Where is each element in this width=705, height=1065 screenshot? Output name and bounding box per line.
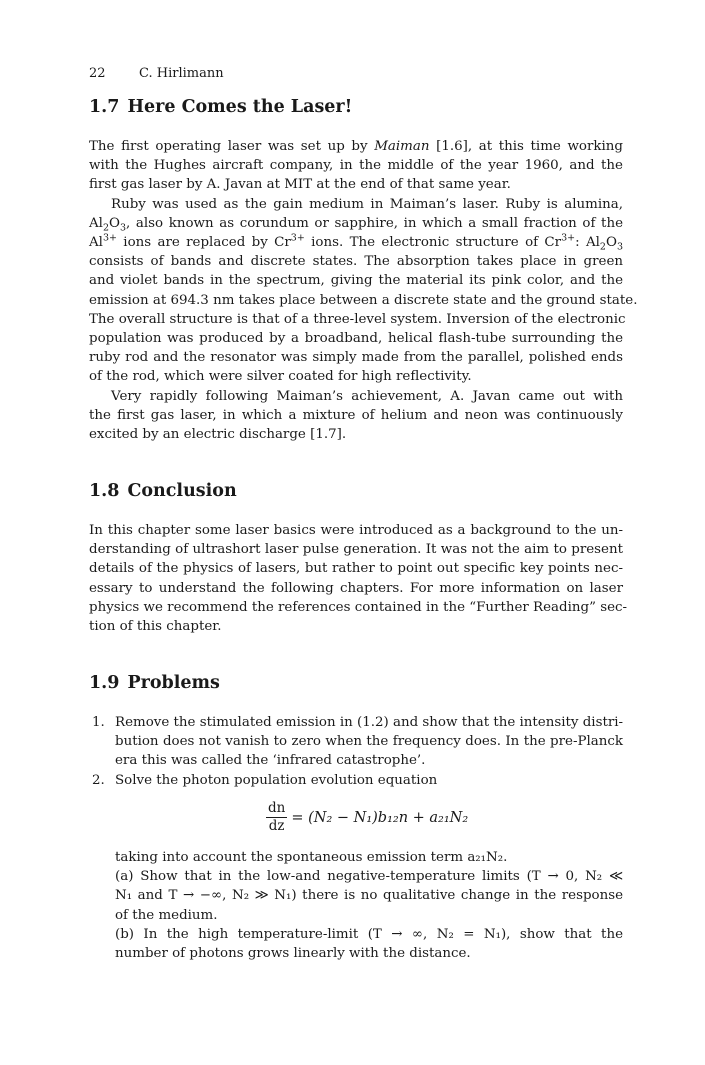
section-heading-1-9: [89, 672, 220, 694]
problem-item-2-intro: [115, 771, 623, 790]
text-line: number of photons grows linearly with the distance.: [115, 945, 471, 961]
section-heading-1-8: [89, 480, 237, 502]
paragraph-maiman: [89, 137, 623, 195]
section-title: Problems: [127, 673, 220, 693]
text-line: $Al^{3+}$ ions are replaced by $Cr^{3+}$ ions. The electronic structure of $Cr^{3+}$: $Al_2O_3$: [89, 232, 623, 253]
text-line: first gas laser by A. Javan at MIT at the end of that same year.: [89, 177, 511, 193]
text-line: The first operating laser was set up by Maiman [1.6], at this time working: [89, 139, 623, 154]
text-line: physics we recommend the references contained in the “Further Reading” sec-: [89, 599, 628, 615]
text-line: excited by an electric discharge [1.7].: [89, 426, 347, 442]
text-line: In this chapter some laser basics were introduced as a background to the un-: [89, 523, 623, 538]
equation-numerator: dn: [268, 800, 286, 816]
text-line: tion of this chapter.: [89, 618, 222, 634]
running-head: [89, 66, 224, 82]
section-number: 1.7: [89, 97, 120, 117]
text-line: bution does not vanish to zero when the frequency does. In the pre-Planck: [115, 734, 623, 750]
list-marker: 1.: [92, 715, 105, 730]
text-line: Ruby was used as the gain medium in Maiman’s laser. Ruby is alumina,: [111, 196, 623, 212]
section-number: 1.8: [89, 481, 120, 501]
text-line: of the medium.: [115, 907, 218, 923]
text-line: $Al_2O_3$, also known as corundum or sapphire, in which a small fraction of the: [89, 215, 623, 234]
equation-photon-population: [266, 801, 468, 834]
text-line: N₁ and T → −∞, N₂ ≫ N₁) there is no qualitative change in the response: [115, 888, 623, 904]
equation-denominator: dz: [268, 818, 285, 834]
text-line: The overall structure is that of a three-level system. Inversion of the electronic: [89, 311, 626, 327]
list-marker: 2.: [92, 772, 105, 788]
text-line: consists of bands and discrete states. The absorption takes place in green: [89, 254, 623, 270]
paragraph-ruby: [89, 195, 638, 387]
text-line: (a) Show that in the low-and negative-temperature limits (T → 0, N₂ ≪: [115, 869, 623, 885]
text-line: era this was called the ‘infrared catastrophe’.: [115, 753, 426, 769]
section-title: Conclusion: [127, 481, 237, 501]
section-number: 1.9: [89, 673, 120, 693]
text-line: details of the physics of lasers, but rather to point out specific key points nec-: [89, 561, 623, 577]
section-title: Here Comes the Laser!: [127, 97, 353, 117]
text-line: of the rod, which were silver coated for high reflectivity.: [89, 369, 472, 385]
text-line: Remove the stimulated emission in (1.2) and show that the intensity distri-: [115, 715, 624, 730]
text-line: taking into account the spontaneous emission term a₂₁N₂.: [115, 850, 508, 865]
text-line: Very rapidly following Maiman’s achievement, A. Javan came out with: [111, 388, 623, 404]
text-line: derstanding of ultrashort laser pulse generation. It was not the aim to present: [89, 542, 623, 558]
equation-rhs: = (N₂ − N₁)b₁₂n + a₂₁N₂: [291, 809, 469, 826]
text-line: essary to understand the following chapters. For more information on laser: [89, 580, 623, 596]
author-name: C. Hirlimann: [139, 66, 224, 81]
paragraph-javan: [89, 387, 623, 445]
text-line: with the Hughes aircraft company, in the middle of the year 1960, and the: [89, 158, 623, 174]
equation-fraction: [266, 801, 287, 834]
text-line: and violet bands in the spectrum, giving the material its pink color, and the: [89, 273, 623, 289]
problem-item-2-body: [115, 848, 623, 963]
text-line: (b) In the high temperature-limit (T → ∞, N₂ = N₁), show that the: [115, 926, 623, 942]
text-line: population was produced by a broadband, helical flash-tube surrounding the: [89, 330, 623, 346]
section-heading-1-7: [89, 96, 352, 118]
paragraph-conclusion: [89, 521, 628, 636]
text-line: emission at 694.3 nm takes place between a discrete state and the ground state.: [89, 292, 638, 308]
page-number: 22: [89, 66, 106, 81]
text-line: the first gas laser, in which a mixture of helium and neon was continuously: [89, 407, 623, 423]
problem-item-1: [115, 713, 623, 771]
text-line: ruby rod and the resonator was simply made from the parallel, polished ends: [89, 350, 623, 366]
text-line: Solve the photon population evolution equation: [115, 772, 438, 788]
